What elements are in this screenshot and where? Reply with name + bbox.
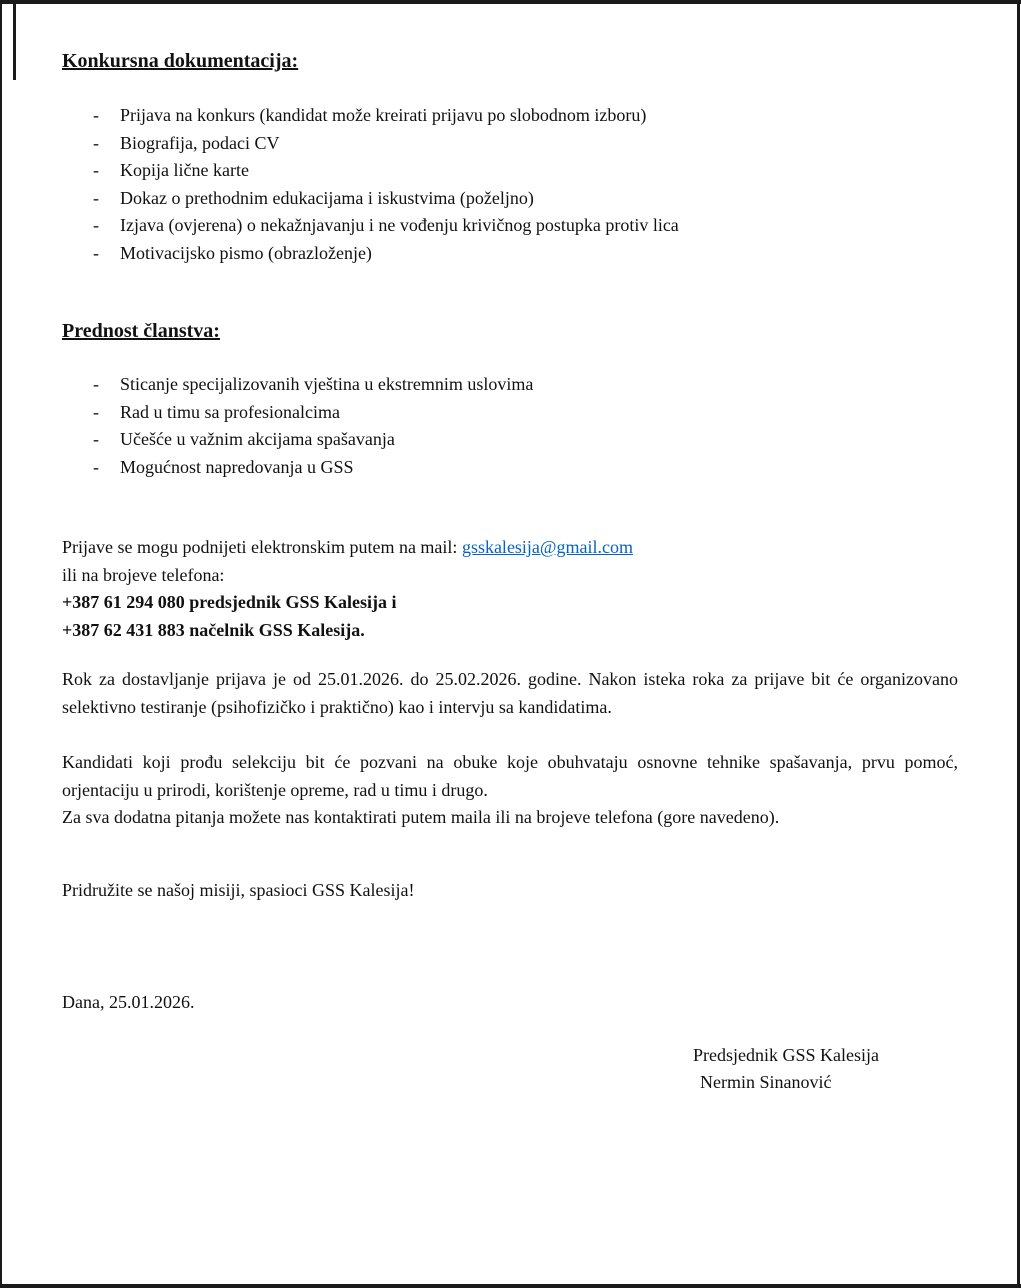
list-item: - Izjava (ovjerena) o nekažnjavanju i ne vođenju krivičnog postupka protiv lica (62, 212, 958, 240)
training-text: Kandidati koji prođu selekciju bit će pozvani na obuke koje obuhvataju osnovne tehnike spašavanja, prvu pomoć, orjentaciju u prirodi, korištenje opreme, rad u timu i drugo. (62, 752, 958, 800)
list-item: - Motivacijsko pismo (obrazloženje) (62, 240, 958, 268)
questions-text: Za sva dodatna pitanja možete nas kontaktirati putem maila ili na brojeve telefona (gore navedeno). (62, 807, 780, 827)
list-item: - Rad u timu sa profesionalcima (62, 399, 958, 427)
page-border-corner-artifact (13, 0, 16, 80)
contact-email-prefix: Prijave se mogu podnijeti elektronskim putem na mail: (62, 537, 462, 557)
page-border-left (0, 0, 2, 1288)
page-border-right (1017, 0, 1020, 1288)
list-item: - Mogućnost napredovanja u GSS (62, 454, 958, 482)
contact-block (62, 534, 958, 644)
documentation-list (62, 102, 958, 267)
phone-line-president: +387 61 294 080 predsjednik GSS Kalesija i (62, 592, 397, 612)
signature-block (693, 1042, 958, 1097)
email-link[interactable]: gsskalesija@gmail.com (461, 537, 633, 557)
benefits-list (62, 371, 958, 481)
list-item: - Prijava na konkurs (kandidat može kreirati prijavu po slobodnom izboru) (62, 102, 958, 130)
deadline-paragraph: Rok za dostavljanje prijava je od 25.01.2026. do 25.02.2026. godine. Nakon isteka roka za prijave bit će organizovano selektivno testiranje (psihofizičko i praktično) kao i intervju sa kandidatima. (62, 669, 958, 717)
signature-title: Predsjednik GSS Kalesija (693, 1044, 879, 1065)
section-heading-documentation: Konkursna dokumentacija: (62, 50, 299, 72)
section-heading-membership-benefits: Prednost članstva: (62, 320, 220, 342)
contact-email-line (62, 534, 958, 562)
date-line: Dana, 25.01.2026. (62, 992, 195, 1012)
list-item: - Kopija lične karte (62, 157, 958, 185)
phone-line-chief: +387 62 431 883 načelnik GSS Kalesija. (62, 619, 365, 640)
closing-invitation: Pridružite se našoj misiji, spasioci GSS Kalesija! (62, 879, 415, 900)
document-content (62, 0, 958, 1097)
list-item: - Sticanje specijalizovanih vještina u ekstremnim uslovima (62, 371, 958, 399)
contact-phone-intro: ili na brojeve telefona: (62, 564, 225, 585)
signature-name: Nermin Sinanović (700, 1072, 832, 1092)
list-item: - Biografija, podaci CV (62, 130, 958, 158)
page-border-bottom (0, 1284, 1021, 1288)
training-paragraph (62, 749, 958, 832)
list-item: - Dokaz o prethodnim edukacijama i iskustvima (poželjno) (62, 185, 958, 213)
list-item: - Učešće u važnim akcijama spašavanja (62, 426, 958, 454)
